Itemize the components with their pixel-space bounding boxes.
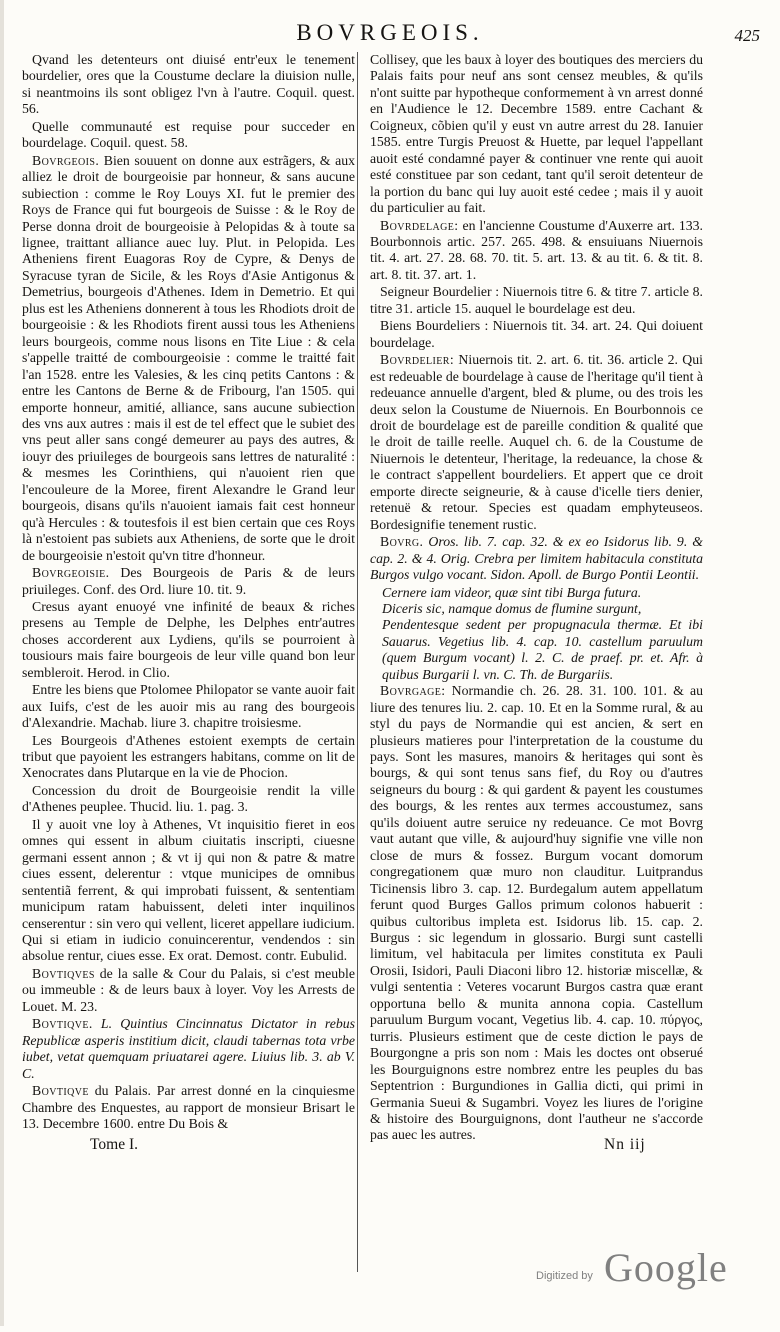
- entry-biens-bourdeliers: Biens Bourdeliers : Niuernois tit. 34. art. 24. Qui doiuent bourdelage.: [370, 318, 703, 350]
- left-column: [22, 52, 355, 1332]
- entry-bourdelier: Bovrdelier: Niuernois tit. 2. art. 6. tit. 36. article 2. Qui est redeuable de bourdelage à cause de l'heritage qu'il tient à redeuance annuelle d'argent, bled & plume, ou des trois les deux selon la Coustume de Niuernois. En Bourbonnois ce droit de bourdelage est de pareille condition & qualité que le droit de taille reelle. Auquel ch. 6. de la Coustume de Niuernois le detenteur, l'heritage, la redeuance, la chose & le contract s'appellent bourdeliers. Et appert que ce droit emporte directe seigneurie, & à cause d'icelle tiers denier, retenuë & retour. Species est quadam emphyteuseos. Bordesignifie tenement rustic.: [370, 352, 703, 532]
- page-number: 425: [734, 26, 760, 45]
- verse-line-2: Diceris sic, namque domus de flumine surgunt,: [382, 600, 642, 616]
- entry-athenes-tribut: Les Bourgeois d'Athenes estoient exempts de certain tribut que payoient les estrangers habitans, comme on lit de Xenocrates dans Plutarque en la vie de Phocion.: [22, 732, 355, 781]
- entry-boutique-palais: Bovtiqve du Palais. Par arrest donné en la cinquiesme Chambre des Enquestes, au rapport de monsieur Brisart le 13. Decembre 1600. entre Du Bois &: [22, 1083, 355, 1131]
- entry-collisey-continued: Collisey, que les baux à loyer des boutiques des merciers du Palais faits pour neuf ans sont censez meubles, & qu'ils n'ont suitte par hypotheque conformement à vn arrest donné en l'Audience le 12. Decembre 1589. entre Cachant & Coigneux, cõbien qu'il y eust vn autre arrest du 28. Ianuier 1585. entre Turgis Preuost & Huette, par lequel l'appellant auoit esté condamné payer & continuer vne rente qui auoit esté constituee par son cedant, tant qu'il seroit detenteur de la portion du banc qui luy auoit esté cedee ; mais il y auoit du particulier au fait.: [370, 52, 703, 216]
- column-divider: [357, 52, 358, 1272]
- entry-boutique-cincinnatus: Bovtiqve. L. Quintius Cincinnatus Dictator in rebus Republicæ asperis institium dicit, claudi tabernas tota vrbe iubet, vetat quemquam priuatarei agere. Liuius lib. 3. ab V. C.: [22, 1016, 355, 1081]
- watermark-prefix: Digitized by: [536, 1270, 593, 1282]
- entry-seigneur-bourdelier: Seigneur Bourdelier : Niuernois titre 6. & titre 7. article 8. titre 31. article 15. auquel le bourdelage est deu.: [370, 284, 703, 316]
- entry-boutiques-salle: Bovtiqves de la salle & Cour du Palais, si c'est meuble ou immeuble : & de leurs baux à loyer. Voy les Arrests de Louet. M. 23.: [22, 965, 355, 1014]
- entry-bourdelage-division: Qvand les detenteurs ont diuisé entr'eux le tenement bourdelier, ores que la Coustume declare la diuision nulle, si neantmoins ils sont obligez l'vn à l'autre. Coquil. quest. 56.: [22, 52, 355, 117]
- entry-bourgeois: Bovrgeois. Bien souuent on donne aux estrãgers, & aux alliez le droit de bourgeoisie par honneur, & sans aucune subiection : comme le Roy Louys XI. fut le premier des Roys de France qui fut bourgeois de Suisse : & le Roy de Perse donna droit de bourgeoisie à Pelopidas & à toute sa lignee, traittant alliance auec luy. Plut. in Pelopida. Les Atheniens firent Euagoras Roy de Cypre, & Denys de Syracuse tyran de Sicile, & les Roys d'Asie Antigonus & Demetrius, bourgeois d'Athenes. Idem in Demetrio. Et qui plus est les Atheniens donnerent à tous les Rhodiots droit de bourgeoisie : & les Rhodiots firent aussi tous les Atheniens leurs bourgeois, comme nous lisons en Tite Liue : & cela s'appelle traitté de combourgeoisie : comme le traitté fait l'an 1528. entre les Valesies, & les cinq petits Cantons : & entre les Cantons de Berne & de Fribourg, l'an 1505. qui emporte honneur, amitié, alliance, sans aucune subiection des vns aux autres : mais il est de tel effect que le subiet des vns peut aller sans congé demeurer au pays des autres, & iouyr des priuileges de bourgeois sans lettres de naturalité : & mesmes les Corinthiens, qui n'auoient rien que l'encouleure de la Moree, firent Alexandre le Grand leur bourgeois, disans qu'ils n'auoient iamais fait cest honneur qu'à Hercules : & toutesfois il est bien certain que ces Roys là n'estoient pas subiets aux Atheniens, de sorte que le droit de bourgeoisie n'estoit qu'vn titre d'honneur.: [22, 152, 355, 563]
- right-column: [370, 52, 703, 1332]
- digitized-by-google-watermark: [536, 1244, 766, 1300]
- entry-bourg: Bovrg. Oros. lib. 7. cap. 32. & ex eo Isidorus lib. 9. & cap. 2. & 4. Orig. Crebra per limitem habitacula constituta Burgos vulgo vocant. Sidon. Apoll. de Burgo Pontii Leontii.: [370, 534, 703, 583]
- entry-cresus: Cresus ayant enuoyé vne infinité de beaux & riches presens au Temple de Delphe, les Delphes entr'autres choses accorderent aux Lydiens, qu'ils se pourroient à tousiours mais faire bourgeois de leur ville quand bon leur sembleroit. Herod. in Clio.: [22, 598, 355, 680]
- verse-line-3: Pendentesque sedent per propugnacula thermæ. Et ibi Sauarus. Vegetius lib. 4. cap. 10. castellum paruulum (quem Burgum vocant) l. 2. C. de praef. pr. et. Afr. à quibus Burgarii l. vn. C. Th. de Burgariis.: [382, 617, 703, 682]
- entry-bourdelage-communaute: Quelle communauté est requise pour succeder en bourdelage. Coquil. quest. 58.: [22, 118, 355, 151]
- entry-ptolomee: Entre les biens que Ptolomee Philopator se vante auoir fait aux Iuifs, c'est de les auoir mis au rang des bourgeois d'Alexandrie. Machab. liure 3. chapitre troisiesme.: [22, 682, 355, 731]
- entry-bourdelage: Bovrdelage: en l'ancienne Coustume d'Auxerre art. 133. Bourbonnois artic. 257. 265. 498. & ensuiuans Niuernois tit. 4. art. 27. 28. 68. 70. tit. 5. art. 13. & au tit. 6. & tit. 8. art. 8. tit. 37. art. 1.: [370, 217, 703, 282]
- verse-line-1: Cernere iam videor, quæ sint tibi Burga futura.: [382, 584, 642, 600]
- entry-bourgeoisie: Bovrgeoisie. Des Bourgeois de Paris & de leurs priuileges. Conf. des Ord. liure 10. tit. 9.: [22, 565, 355, 597]
- signature-mark: Nn iij: [604, 1136, 646, 1153]
- entry-concession: Concession du droit de Bourgeoisie rendit la ville d'Athenes peuplee. Thucid. liu. 1. pag. 3.: [22, 782, 355, 815]
- running-title: BOVRGEOIS.: [296, 20, 484, 45]
- scan-edge: [0, 0, 4, 1326]
- entry-loy-athenes: Il y auoit vne loy à Athenes, Vt inquisitio fieret in eos omnes qui essent in album ciuitatis inscripti, ciuesne germani essent annon ; & vt ij qui non & patre & matre ciues essent, delerentur : vtque municipes de omnibus sententiã ferrent, & qui improbati fuissent, & sententiam municipum ratam habuissent, deleti inter inquilinos censerentur : sin vero qui vellent, liceret appellare iudicium. Qui si etiam in iudicio conuincerentur, vendendos : sin absolue rentur, ciues esse. Ex orat. Demost. contr. Eubulid.: [22, 816, 355, 964]
- watermark-brand: Google: [604, 1245, 728, 1290]
- volume-label: Tome I.: [90, 1136, 138, 1153]
- entry-bourgage: Bovrgage: Normandie ch. 26. 28. 31. 100. 101. & au liure des tenures liu. 2. cap. 10. Et en la Somme rural, & au styl du pays de Normandie qui est ancien, & sert en plusieurs matieres pour l'interpretation de la coustume du pays. Sont les masures, manoirs & heritages qui sont ès bourgs, & qui sont tenus sans fief, du Roy ou d'autres seigneurs du bourg : & qui gardent & payent les coustumes des bourgs, & les rentes aux termes accoustumez, sans qu'ils doiuent autre seruice ny redeuance. Ce mot Bovrg vaut autant que ville, & aujourd'huy signifie vne ville non close de murs & fossez. Burgum vocant domorum congregationem quæ muro non clauditur. Luitprandus Ticinensis libro 3. cap. 12. Burdegalum autem appellatum ferunt quod Burges Gallos primum colonos habuerit : quibus cultoribus impleta est. Isidorus lib. 15. cap. 2. Burgus : sic legendum in glossario. Burgi sunt castelli limitum, vel habitacula per limites constituta ex Pauli Orosii, Isidori, Pauli Diaconi libro 12. historiæ miscellæ, & vulgi sententia : Veteres vocarunt Burgos castra quæ erant opportuna bello & munita annona copia. Castellum paruulum Burgum vocant, Vegetius lib. 4. cap. 10. πύργος, turris. Plusieurs estiment que de ceste diction le pays de Bourgongne a pris son nom : Mais les doctes ont obserué les Bourguignons estre nombrez entre les peuples du bas Septentrion : Burgundiones in Gallia dicti, qui primi in Germania Sueui & Sugambri. Voyez les liures de l'origine & histoire des Bourguignons, dont l'autheur ne s'accorde pas auec les autres.: [370, 683, 703, 1143]
